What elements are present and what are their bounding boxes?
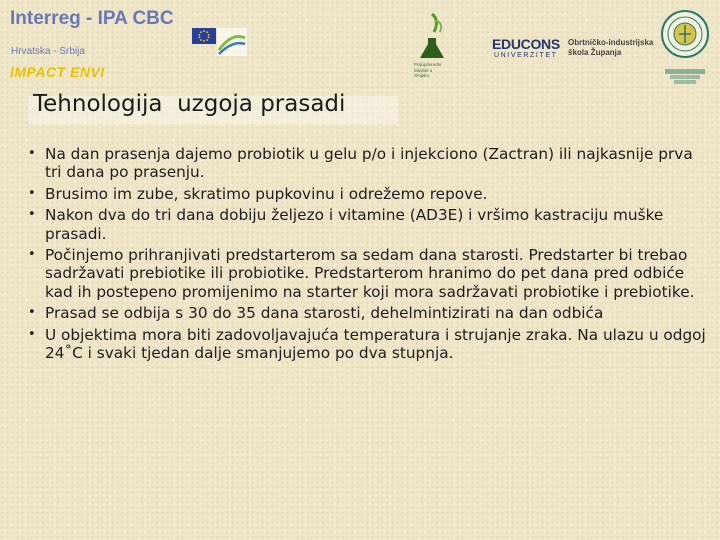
bullet-text: Prasad se odbija s 30 do 35 dana starosti, dehelmintizirati na dan odbića (45, 304, 604, 323)
faculty-logo-line: Osijeku (414, 73, 430, 78)
logo-bar (0, 0, 720, 92)
faculty-logo-line: fakultet u (414, 67, 433, 73)
bullet-list (26, 145, 710, 365)
seal-emblem-icon (660, 8, 710, 62)
bullet-dot-icon: • (28, 146, 36, 161)
interreg-logo-title: Interreg - IPA CBC (10, 8, 174, 29)
flask-leaf-icon (418, 10, 452, 62)
seal-caption (654, 68, 716, 85)
bullet-dot-icon: • (28, 207, 36, 223)
interreg-logo-region: Hrvatska - Srbija (11, 46, 85, 57)
bullet-dot-icon: • (28, 185, 36, 201)
bullet-text: U objektima mora biti zadovoljavajuća temperatura i strujanje zraka. Na ulazu u odgoj 24˚C i svaki tjedan dalje smanjujemo po dva stupnja. (45, 325, 706, 363)
educons-logo-name: EDUCONS (492, 36, 560, 52)
bullet-dot-icon: • (28, 326, 36, 342)
faculty-agriculture-osijek-logo (412, 10, 472, 90)
bullet-dot-icon: • (28, 305, 36, 321)
programme-emblem-icon (217, 28, 247, 56)
slide-title: Tehnologija uzgoja prasadi (33, 91, 346, 117)
school-logo-line: škola Županja (568, 48, 622, 57)
bullet-dot-icon: • (28, 247, 36, 263)
institution-seal-logo (654, 8, 716, 92)
eu-flag-icon (192, 28, 216, 44)
impact-envi-logo: IMPACT ENVI (10, 64, 105, 80)
faculty-logo-line: Poljoprivredni (414, 62, 442, 67)
educons-logo-subtitle: UNIVERZITET (494, 52, 558, 59)
faculty-logo-text (414, 62, 472, 79)
bullet-item (26, 246, 710, 301)
bullet-item (26, 206, 710, 243)
bullet-text: Počinjemo prihranjivati predstarterom sa sedam dana starosti. Predstarter bi trebao sadržavati prebiotike ili probiotike. Predstarterom hranimo do pet dana pred odbiće kad ih postepeno promijenimo na starter koji mora sadržavati probiotike i prebiotike. (45, 246, 695, 301)
educons-university-logo (492, 36, 564, 64)
bullet-text: Brusimo im zube, skratimo pupkovinu i odrežemo repove. (45, 184, 488, 203)
bullet-item (26, 145, 710, 182)
bullet-text: Nakon dva do tri dana dobiju željezo i vitamine (AD3E) i vršimo kastraciju muške prasadi. (45, 206, 664, 243)
interreg-logo (10, 8, 250, 88)
bullet-item (26, 304, 710, 322)
school-zupanja-logo (568, 38, 654, 64)
bullet-item (26, 185, 710, 203)
bullet-item (26, 326, 710, 363)
school-logo-line: Obrtničko-industrijska (568, 38, 654, 47)
bullet-text: Na dan prasenja dajemo probiotik u gelu p/o i injekciono (Zactran) ili najkasnije prva tri dana po prasenju. (45, 145, 693, 182)
